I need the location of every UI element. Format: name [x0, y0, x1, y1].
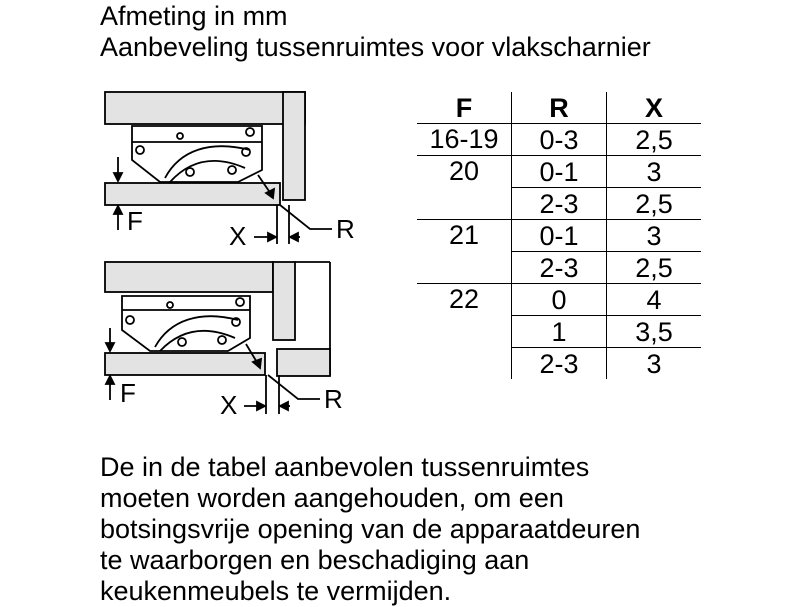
table-row	[417, 220, 701, 252]
cell-x: 3,5	[607, 316, 702, 348]
paragraph-line: De in de tabel aanbevolen tussenruimtes	[100, 452, 590, 482]
table-row	[417, 124, 701, 156]
header-x: X	[607, 92, 702, 124]
cell-x: 2,5	[607, 252, 702, 284]
label-x-bottom: X	[220, 390, 238, 420]
table-header-row	[417, 92, 701, 124]
cell-x: 4	[607, 284, 702, 316]
paragraph-line: moeten worden aangehouden, om een	[100, 483, 564, 513]
cell-r: 2-3	[512, 252, 607, 284]
cell-f: 21	[417, 220, 512, 284]
cell-f: 22	[417, 284, 512, 380]
paragraph-line: botsingsvrije opening van de apparaatdeuren	[100, 514, 641, 544]
hinge-diagrams	[0, 0, 400, 440]
cell-r: 2-3	[512, 348, 607, 380]
label-f-top: F	[127, 206, 143, 236]
instruction-paragraph	[100, 452, 790, 607]
clearance-table	[417, 92, 701, 379]
label-r-bottom: R	[324, 384, 343, 414]
cabinet-side-panel-2	[273, 262, 295, 340]
cell-r: 0-1	[512, 220, 607, 252]
header-f: F	[417, 92, 512, 124]
flat-hinge-2	[122, 296, 250, 351]
hinge-diagram-bottom	[105, 262, 330, 414]
paragraph-line: te waarborgen en beschadiging aan	[100, 545, 530, 575]
heading-recommendation: Aanbeveling tussenruimtes voor vlakscharnier	[100, 32, 651, 62]
cell-r: 2-3	[512, 188, 607, 220]
cell-x: 2,5	[607, 188, 702, 220]
cell-f: 16-19	[417, 124, 512, 156]
cabinet-side-panel	[283, 92, 305, 200]
cell-f: 20	[417, 156, 512, 220]
header-r: R	[512, 92, 607, 124]
appliance-door-2	[105, 353, 265, 375]
paragraph-line: keukenmeubels te vermijden.	[100, 576, 452, 606]
adjacent-panel	[277, 349, 330, 376]
cell-r: 0-1	[512, 156, 607, 188]
label-x-top: X	[229, 221, 247, 251]
heading-units: Afmeting in mm	[100, 1, 288, 31]
cell-r: 0-3	[512, 124, 607, 156]
cabinet-top-panel-2	[105, 262, 273, 292]
label-f-bottom: F	[120, 378, 136, 408]
cell-r: 0	[512, 284, 607, 316]
table-row	[417, 156, 701, 188]
cell-x: 3	[607, 220, 702, 252]
appliance-door	[105, 183, 280, 205]
cabinet-top-panel	[105, 92, 305, 124]
flat-hinge	[132, 126, 262, 182]
cell-r: 1	[512, 316, 607, 348]
table-row	[417, 284, 701, 316]
cell-x: 3	[607, 156, 702, 188]
cell-x: 3	[646, 348, 662, 379]
cell-x: 2,5	[607, 124, 702, 156]
label-r-top: R	[336, 214, 355, 244]
